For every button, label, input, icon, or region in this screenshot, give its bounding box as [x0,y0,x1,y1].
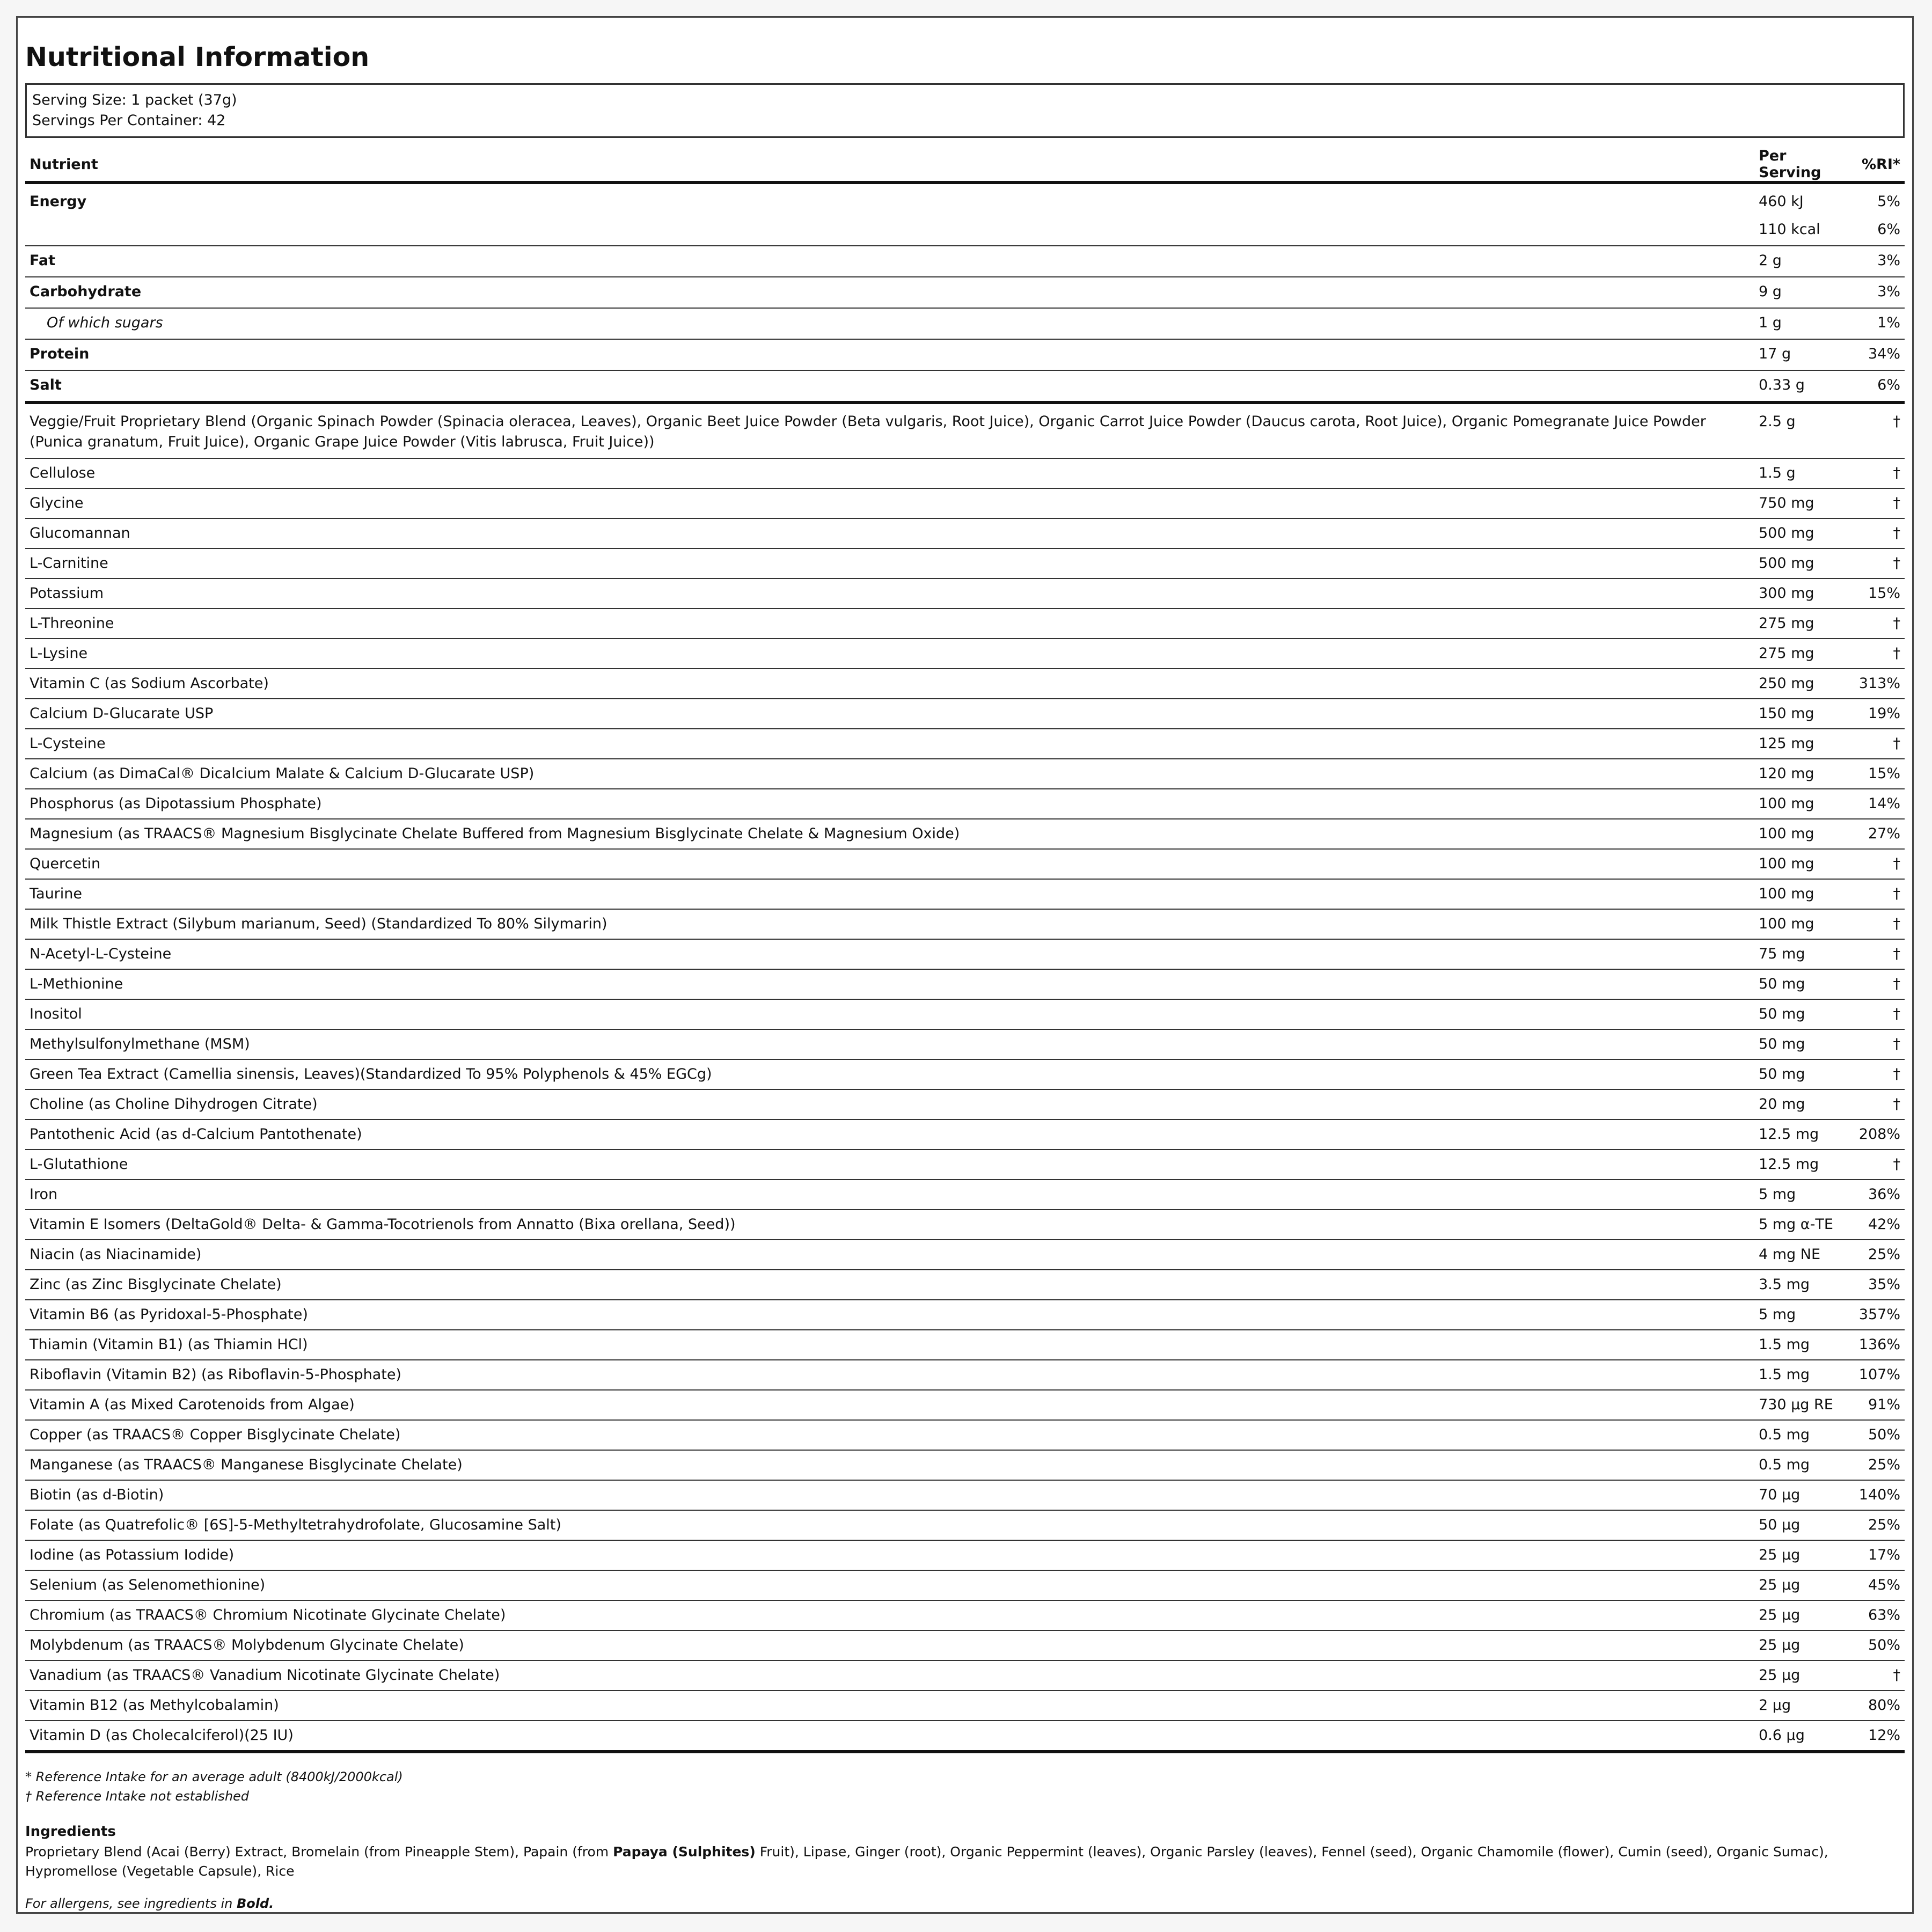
servings-per-container: Servings Per Container: 42 [32,112,226,129]
allergen-note-text: For allergens, see ingredients in [25,1896,237,1911]
allergen-note [25,1894,1905,1913]
table-row [25,1059,1905,1089]
ri-value: 36% [1851,1180,1905,1210]
amount: 17 g [1754,339,1851,370]
nutrient-name: Copper (as TRAACS® Copper Bisglycinate Chelate) [25,1420,1754,1450]
table-row [25,909,1905,939]
ri-value: 357% [1851,1300,1905,1330]
amount: 100 mg [1754,909,1851,939]
footnotes [25,1767,1905,1806]
amount: 1.5 mg [1754,1330,1851,1360]
ri-value: 208% [1851,1119,1905,1150]
table-row [25,639,1905,669]
nutrient-name: L-Threonine [25,609,1754,639]
ri-value: † [1851,1029,1905,1059]
table-row [25,1390,1905,1420]
table-row [25,488,1905,518]
ri-value: 12% [1851,1721,1905,1752]
amount: 12.5 mg [1754,1119,1851,1150]
amount: 25 µg [1754,1540,1851,1570]
nutrient-name: Methylsulfonylmethane (MSM) [25,1029,1754,1059]
ri-value: † [1851,969,1905,999]
ri-value: 15% [1851,579,1905,609]
table-row [25,1600,1905,1630]
table-row [25,548,1905,579]
ri-value: † [1851,402,1905,458]
table-row [25,1330,1905,1360]
amount: 750 mg [1754,488,1851,518]
nutrient-name: Calcium D-Glucarate USP [25,699,1754,729]
ri-value: 1% [1851,308,1905,339]
amount: 100 mg [1754,819,1851,849]
ri-value: 17% [1851,1540,1905,1570]
nutrient-name: Glycine [25,488,1754,518]
table-row [25,819,1905,849]
amount: 100 mg [1754,879,1851,909]
nutrient-name: Vitamin D (as Cholecalciferol)(25 IU) [25,1721,1754,1752]
ri-value: † [1851,729,1905,759]
ingredients-title: Ingredients [25,1824,116,1840]
table-row [25,1210,1905,1240]
amount: 4 mg NE [1754,1240,1851,1270]
table-row [25,1450,1905,1480]
ri-value: † [1851,639,1905,669]
amount: 5 mg [1754,1180,1851,1210]
nutrient-name: Iodine (as Potassium Iodide) [25,1540,1754,1570]
serving-size: Serving Size: 1 packet (37g) [32,92,237,108]
ri-value: 3% [1851,246,1905,277]
nutrient-name: Vitamin B12 (as Methylcobalamin) [25,1690,1754,1721]
ri-value: 14% [1851,789,1905,819]
table-row [25,789,1905,819]
ingredients-text-part: Fruit), Lipase, Ginger (root), Organic Peppermint (leaves), Organic Parsley (leaves), Fennel (seed), Organic Chamomile (flower), Cumin (seed), Organic Sumac), Hypromellose (Vegetable Capsule), Rice [25,1844,1828,1879]
amount: 460 kJ [1759,193,1804,210]
table-row [25,879,1905,909]
amount: 2 g [1754,246,1851,277]
nutrient-name: L-Lysine [25,639,1754,669]
table-row [25,1150,1905,1180]
ri-value: † [1851,1059,1905,1089]
table-row [25,849,1905,879]
table-row [25,1570,1905,1600]
allergen-highlight: Papaya (Sulphites) [613,1844,756,1860]
ri-value: † [1851,1089,1905,1119]
nutrient-name: L-Methionine [25,969,1754,999]
header-nutrient: Nutrient [25,148,1754,182]
amount: 75 mg [1754,939,1851,969]
allergen-note-bold: Bold. [236,1896,274,1911]
amount: 500 mg [1754,518,1851,548]
amount: 3.5 mg [1754,1270,1851,1300]
amount: 5 mg [1754,1300,1851,1330]
ri-value: 6% [1851,217,1905,246]
nutrient-name: Phosphorus (as Dipotassium Phosphate) [25,789,1754,819]
header-ri: %RI* [1851,148,1905,182]
carbohydrate-row [25,277,1905,308]
amount: 50 mg [1754,969,1851,999]
ri-value: 50% [1851,1420,1905,1450]
nutrition-table [25,148,1905,1753]
table-row [25,1240,1905,1270]
ri-value: † [1851,488,1905,518]
amount: 100 mg [1754,789,1851,819]
table-row [25,609,1905,639]
ri-value: 25% [1851,1240,1905,1270]
nutrient-name: Calcium (as DimaCal® Dicalcium Malate & Calcium D-Glucarate USP) [25,759,1754,789]
ri-value: 140% [1851,1480,1905,1510]
amount: 0.5 mg [1754,1420,1851,1450]
table-row [25,458,1905,488]
nutrient-name: Zinc (as Zinc Bisglycinate Chelate) [25,1270,1754,1300]
amount: 25 µg [1754,1630,1851,1660]
ri-value: 5% [1877,193,1900,210]
energy-kcal-row [25,217,1905,246]
amount: 110 kcal [1754,217,1851,246]
amount: 500 mg [1754,548,1851,579]
table-header-row [25,148,1905,182]
amount: 25 µg [1754,1660,1851,1690]
energy-row [25,182,1905,217]
nutrient-name: Fat [25,246,1754,277]
nutrient-name: Milk Thistle Extract (Silybum marianum, Seed) (Standardized To 80% Silymarin) [25,909,1754,939]
ri-value: 136% [1851,1330,1905,1360]
table-row [25,1690,1905,1721]
nutrient-name: Taurine [25,879,1754,909]
nutrient-name: Energy [30,193,87,210]
nutrient-name: Glucomannan [25,518,1754,548]
amount: 50 mg [1754,1029,1851,1059]
table-row [25,1630,1905,1660]
nutrient-name: Niacin (as Niacinamide) [25,1240,1754,1270]
ri-value: † [1851,1660,1905,1690]
ri-value: 19% [1851,699,1905,729]
table-row [25,1721,1905,1752]
protein-row [25,339,1905,370]
ri-value: 15% [1851,759,1905,789]
amount: 1.5 mg [1754,1360,1851,1390]
nutrient-name: Chromium (as TRAACS® Chromium Nicotinate Glycinate Chelate) [25,1600,1754,1630]
nutrient-name: Magnesium (as TRAACS® Magnesium Bisglycinate Chelate Buffered from Magnesium Bisglycinate Chelate & Magnesium Oxide) [25,819,1754,849]
amount: 12.5 mg [1754,1150,1851,1180]
ri-value: † [1851,909,1905,939]
amount: 0.5 mg [1754,1450,1851,1480]
nutrient-name: Choline (as Choline Dihydrogen Citrate) [25,1089,1754,1119]
supplement-rows [25,402,1905,1752]
ingredients-text [25,1842,1905,1881]
nutrient-name: Vitamin E Isomers (DeltaGold® Delta- & Gamma-Tocotrienols from Annatto (Bixa orellana, Seed)) [25,1210,1754,1240]
ri-value: † [1851,999,1905,1029]
amount: 275 mg [1754,609,1851,639]
nutrient-name: Thiamin (Vitamin B1) (as Thiamin HCl) [25,1330,1754,1360]
ri-value: 35% [1851,1270,1905,1300]
ri-value: † [1851,609,1905,639]
amount: 50 µg [1754,1510,1851,1540]
nutrient-name: Selenium (as Selenomethionine) [25,1570,1754,1600]
amount: 2.5 g [1754,402,1851,458]
table-row [25,1119,1905,1150]
amount: 25 µg [1754,1570,1851,1600]
ri-value: 45% [1851,1570,1905,1600]
table-row [25,1540,1905,1570]
table-row [25,518,1905,548]
amount: 0.33 g [1754,370,1851,402]
ri-value: † [1851,1150,1905,1180]
nutrient-name: Vitamin B6 (as Pyridoxal-5-Phosphate) [25,1300,1754,1330]
amount: 5 mg α-TE [1754,1210,1851,1240]
ri-value: † [1851,939,1905,969]
ri-value: 34% [1851,339,1905,370]
table-row [25,759,1905,789]
salt-row [25,370,1905,402]
ri-value: 6% [1851,370,1905,402]
nutrient-name: Folate (as Quatrefolic® [6S]-5-Methyltetrahydrofolate, Glucosamine Salt) [25,1510,1754,1540]
sugars-row [25,308,1905,339]
amount: 1 g [1754,308,1851,339]
table-row [25,1300,1905,1330]
ri-value: 80% [1851,1690,1905,1721]
ri-value: † [1851,849,1905,879]
ri-value: 50% [1851,1630,1905,1660]
nutrient-name: Manganese (as TRAACS® Manganese Bisglycinate Chelate) [25,1450,1754,1480]
nutrient-name: N-Acetyl-L-Cysteine [25,939,1754,969]
ri-value: 63% [1851,1600,1905,1630]
table-row [25,939,1905,969]
amount: 20 mg [1754,1089,1851,1119]
nutrient-name: Molybdenum (as TRAACS® Molybdenum Glycinate Chelate) [25,1630,1754,1660]
nutrient-name: Quercetin [25,849,1754,879]
amount: 150 mg [1754,699,1851,729]
nutrient-name: Iron [25,1180,1754,1210]
table-row [25,1480,1905,1510]
nutrient-name: Riboflavin (Vitamin B2) (as Riboflavin-5-Phosphate) [25,1360,1754,1390]
header-per-serving: Per Serving [1754,148,1851,182]
amount: 0.6 µg [1754,1721,1851,1752]
amount: 2 µg [1754,1690,1851,1721]
table-row [25,969,1905,999]
amount: 300 mg [1754,579,1851,609]
table-row [25,729,1905,759]
table-row [25,1360,1905,1390]
ri-value: 313% [1851,669,1905,699]
amount: 50 mg [1754,999,1851,1029]
nutrient-name: Of which sugars [25,308,1754,339]
ri-value: 107% [1851,1360,1905,1390]
table-row [25,1660,1905,1690]
dagger-footnote: † Reference Intake not established [25,1789,250,1804]
ri-value: 42% [1851,1210,1905,1240]
table-row [25,999,1905,1029]
amount: 250 mg [1754,669,1851,699]
table-row [25,1029,1905,1059]
amount: 9 g [1754,277,1851,308]
amount: 50 mg [1754,1059,1851,1089]
ri-value: 27% [1851,819,1905,849]
amount: 1.5 g [1754,458,1851,488]
nutrient-name: Inositol [25,999,1754,1029]
table-row [25,1270,1905,1300]
table-row [25,402,1905,458]
nutrient-name: L-Cysteine [25,729,1754,759]
ri-value: 91% [1851,1390,1905,1420]
table-row [25,669,1905,699]
amount: 275 mg [1754,639,1851,669]
ingredients-text-part: Proprietary Blend (Acai (Berry) Extract, Bromelain (from Pineapple Stem), Papain (from [25,1844,613,1860]
ri-value: 25% [1851,1510,1905,1540]
nutrient-name: L-Carnitine [25,548,1754,579]
ri-value: † [1851,518,1905,548]
nutrient-name: Potassium [25,579,1754,609]
nutrient-name: Salt [25,370,1754,402]
nutrient-name: Carbohydrate [25,277,1754,308]
table-row [25,579,1905,609]
nutrient-name: Pantothenic Acid (as d-Calcium Pantothenate) [25,1119,1754,1150]
fat-row [25,246,1905,277]
ri-value: 25% [1851,1450,1905,1480]
nutrient-name: Vitamin A (as Mixed Carotenoids from Algae) [25,1390,1754,1420]
nutrient-name: Biotin (as d-Biotin) [25,1480,1754,1510]
ri-value: † [1851,548,1905,579]
amount: 730 µg RE [1754,1390,1851,1420]
table-row [25,1510,1905,1540]
table-row [25,1089,1905,1119]
serving-info-box [25,83,1905,138]
nutrient-name: Cellulose [25,458,1754,488]
ri-value: † [1851,879,1905,909]
nutrient-name: L-Glutathione [25,1150,1754,1180]
page-title: Nutritional Information [25,42,370,72]
amount: 70 µg [1754,1480,1851,1510]
nutrient-name: Green Tea Extract (Camellia sinensis, Leaves)(Standardized To 95% Polyphenols & 45% EGCg) [25,1059,1754,1089]
nutrient-name: Veggie/Fruit Proprietary Blend (Organic Spinach Powder (Spinacia oleracea, Leaves), Organic Beet Juice Powder (Beta vulgaris, Root Juice), Organic Carrot Juice Powder (Daucus carota, Root Juice), Organic Pomegranate Juice Powder (Punica granatum, Fruit Juice), Organic Grape Juice Powder (Vitis labrusca, Fruit Juice)) [25,402,1754,458]
table-row [25,1180,1905,1210]
nutrient-name: Vitamin C (as Sodium Ascorbate) [25,669,1754,699]
table-row [25,699,1905,729]
ri-footnote: * Reference Intake for an average adult (8400kJ/2000kcal) [25,1769,403,1784]
table-row [25,1420,1905,1450]
nutrient-name: Protein [25,339,1754,370]
amount: 125 mg [1754,729,1851,759]
nutrition-panel [16,16,1914,1914]
ri-value: † [1851,458,1905,488]
ri-value: 3% [1851,277,1905,308]
nutrient-name: Vanadium (as TRAACS® Vanadium Nicotinate Glycinate Chelate) [25,1660,1754,1690]
amount: 120 mg [1754,759,1851,789]
amount: 100 mg [1754,849,1851,879]
amount: 25 µg [1754,1600,1851,1630]
